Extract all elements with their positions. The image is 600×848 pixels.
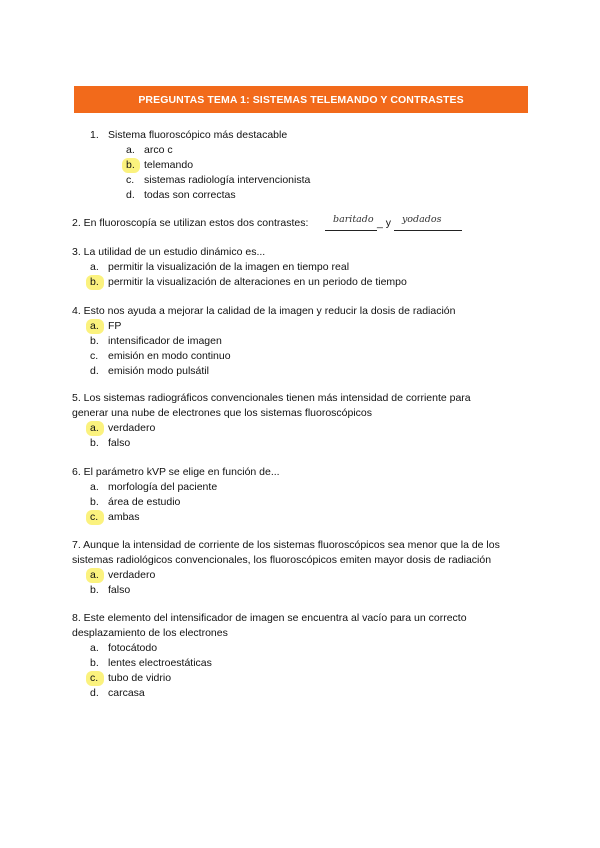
option-letter: a. — [90, 481, 99, 493]
option-letter-highlighted: b. — [122, 158, 140, 173]
question-7 — [72, 538, 534, 598]
question-5-text-line-1: 5. Los sistemas radiográficos convencionales tienen más intensidad de corriente para — [72, 392, 471, 404]
option-text: lentes electroestáticas — [108, 657, 212, 669]
option-text: tubo de vidrio — [108, 672, 172, 684]
option-text: falso — [108, 584, 131, 596]
option-letter: d. — [126, 189, 135, 201]
handwritten-answer-1: baritado — [325, 217, 377, 231]
option-text: fotocátodo — [108, 642, 158, 654]
option-letter: a. — [90, 261, 99, 273]
option-text: telemando — [144, 159, 194, 171]
question-7-option-a — [72, 568, 534, 583]
option-text: intensificador de imagen — [108, 335, 222, 347]
option-text: verdadero — [108, 422, 156, 434]
question-1-option-b — [72, 158, 534, 173]
question-6-option-c — [72, 510, 534, 525]
option-letter-highlighted: b. — [86, 275, 104, 290]
option-text: morfología del paciente — [108, 481, 218, 493]
option-letter-highlighted: a. — [86, 568, 104, 583]
handwritten-answer-2: yodados — [394, 217, 462, 231]
page-title-banner: PREGUNTAS TEMA 1: SISTEMAS TELEMANDO Y CONTRASTES — [74, 86, 528, 113]
question-6-text: 6. El parámetro kVP se elige en función de... — [72, 466, 280, 478]
question-4 — [72, 304, 534, 379]
option-letter: d. — [90, 365, 99, 377]
option-letter-highlighted: a. — [86, 421, 104, 436]
question-6-option-b — [72, 495, 534, 510]
option-text: verdadero — [108, 569, 156, 581]
option-letter-highlighted: c. — [86, 671, 104, 686]
question-4-option-c — [72, 349, 534, 364]
option-text: falso — [108, 437, 131, 449]
option-text: emisión modo pulsátil — [108, 365, 209, 377]
option-text: carcasa — [108, 687, 145, 699]
question-2-text: 2. En fluoroscopía se utilizan estos dos contrastes: — [72, 217, 309, 229]
question-8-text-line-2: desplazamiento de los electrones — [72, 627, 228, 639]
question-5-text-line-2: generar una nube de electrones que los sistemas fluoroscópicos — [72, 407, 373, 419]
option-letter: c. — [126, 174, 135, 186]
question-4-option-d — [72, 364, 534, 379]
question-1-number: 1. — [90, 129, 99, 141]
question-7-option-b — [72, 583, 534, 598]
question-1-option-c — [72, 173, 534, 188]
option-letter: b. — [90, 335, 99, 347]
option-text: arco c — [144, 144, 173, 156]
question-8-option-b — [72, 656, 534, 671]
question-3 — [72, 245, 534, 290]
option-letter: b. — [90, 657, 99, 669]
option-text: permitir la visualización de alteraciones en un periodo de tiempo — [108, 276, 407, 288]
option-text: emisión en modo continuo — [108, 350, 231, 362]
question-8 — [72, 611, 534, 701]
question-4-option-a — [72, 319, 534, 334]
option-letter: b. — [90, 584, 99, 596]
option-letter-highlighted: a. — [86, 319, 104, 334]
option-letter: c. — [90, 350, 99, 362]
option-text: FP — [108, 320, 122, 332]
question-6-option-a — [72, 480, 534, 495]
question-1-text: Sistema fluoroscópico más destacable — [108, 129, 288, 141]
question-5-option-a — [72, 421, 534, 436]
question-7-text-line-1: 7. Aunque la intensidad de corriente de los sistemas fluoroscópicos sea menor que la de los — [72, 539, 500, 551]
question-3-text: 3. La utilidad de un estudio dinámico es... — [72, 246, 266, 258]
question-3-option-b — [72, 275, 534, 290]
option-text: área de estudio — [108, 496, 181, 508]
question-8-option-a — [72, 641, 534, 656]
option-letter: a. — [90, 642, 99, 654]
option-text: permitir la visualización de la imagen en tiempo real — [108, 261, 350, 273]
option-letter-highlighted: c. — [86, 510, 104, 525]
question-8-option-d — [72, 686, 534, 701]
option-text: sistemas radiología intervencionista — [144, 174, 311, 186]
question-1-option-a — [72, 143, 534, 158]
question-3-option-a — [72, 260, 534, 275]
question-8-option-c — [72, 671, 534, 686]
question-5 — [72, 391, 534, 451]
question-1-option-d — [72, 188, 534, 203]
option-letter: b. — [90, 437, 99, 449]
question-2 — [72, 216, 534, 231]
option-text: todas son correctas — [144, 189, 236, 201]
question-6 — [72, 465, 534, 525]
option-text: ambas — [108, 511, 140, 523]
question-5-option-b — [72, 436, 534, 451]
blank-separator: _ — [377, 217, 383, 229]
option-letter: d. — [90, 687, 99, 699]
question-4-text: 4. Esto nos ayuda a mejorar la calidad de la imagen y reducir la dosis de radiación — [72, 305, 456, 317]
option-letter: b. — [90, 496, 99, 508]
question-8-text-line-1: 8. Este elemento del intensificador de imagen se encuentra al vacío para un correcto — [72, 612, 467, 624]
question-1 — [72, 128, 534, 203]
question-7-text-line-2: sistemas radiológicos convencionales, los fluoroscópicos emiten mayor dosis de radiación — [72, 554, 492, 566]
connector-word: y — [385, 217, 392, 229]
question-4-option-b — [72, 334, 534, 349]
option-letter: a. — [126, 144, 135, 156]
